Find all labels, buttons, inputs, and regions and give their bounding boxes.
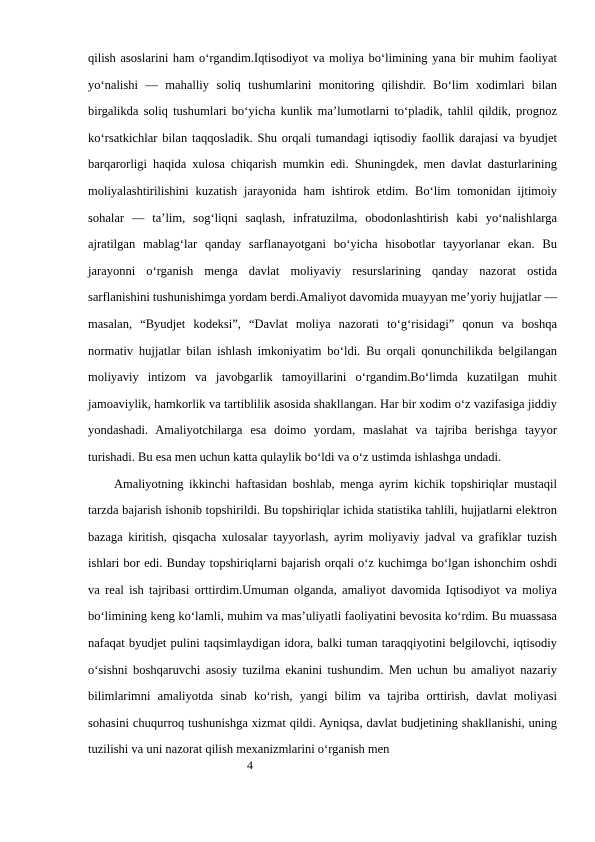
paragraph-1: qilish asoslarini ham o‘rgandim.Iqtisodiyot va moliya bo‘limining yana bir muhim faoliyat yo‘nalishi — mahalliy soliq tushumlarini monitoring qilishdir. Bo‘lim xodimlari bilan birgalikda soliq tushumlari bo‘yicha kunlik ma’lumotlarni to‘pladik, tahlil qildik, prognoz ko‘rsatkichlar bilan taqqosladik. Shu orqali tumandagi iqtisodiy faollik darajasi va byudjet barqarorligi haqida xulosa chiqarish mumkin edi. Shuningdek, men davlat dasturlarining moliyalashtirilishini kuzatish jarayonida ham ishtirok etdim. Bo‘lim tomonidan ijtimoiy sohalar — ta’lim, sog‘liqni saqlash, infratuzilma, obodonlashtirish kabi yo‘nalishlarga ajratilgan mablag‘lar qanday sarflanayotgani bo‘yicha hisobotlar tayyorlanar ekan. Bu jarayonni o‘rganish menga davlat moliyaviy resurslarining qanday nazorat ostida sarflanishini tushunishimga yordam berdi.Amaliyot davomida muayyan me’yoriy hujjatlar — masalan, “Byudjet kodeksi”, “Davlat moliya nazorati to‘g‘risidagi” qonun va boshqa normativ hujjatlar bilan ishlash imkoniyatim bo‘ldi. Bu orqali qonunchilikda belgilangan moliyaviy intizom va javobgarlik tamoyillarini o‘rgandim.Bo‘limda kuzatilgan muhit jamoaviylik, hamkorlik va tartiblilik asosida shakllangan. Har bir xodim o‘z vazifasiga jiddiy yondashadi. Amaliyotchilarga esa doimo yordam, maslahat va tajriba berishga tayyor turishadi. Bu esa men uchun katta qulaylik bo‘ldi va o‘z ustimda ishlashga undadi. <box>88 51 558 464</box>
body-text <box>88 45 557 763</box>
paragraph-2: Amaliyotning ikkinchi haftasidan boshlab, menga ayrim kichik topshiriqlar mustaqil tarzda bajarish ishonib topshirildi. Bu topshiriqlar ichida statistika tahlili, hujjatlarni elektron bazaga kiritish, qisqacha xulosalar tayyorlash, ayrim moliyaviy jadval va grafiklar tuzish ishlari bor edi. Bunday topshiriqlarni bajarish orqali o‘z kuchimga bo‘lgan ishonchim oshdi va real ish tajribasi orttirdim.Umuman olganda, amaliyot davomida Iqtisodiyot va moliya bo‘limining keng ko‘lamli, muhim va mas’uliyatli faoliyatini bevosita ko‘rdim. Bu muassasa nafaqat byudjet pulini taqsimlaydigan idora, balki tuman taraqqiyotini belgilovchi, iqtisodiy o‘sishni boshqaruvchi asosiy tuzilma ekanini tushundim. Men uchun bu amaliyot nazariy bilimlarimni amaliyotda sinab ko‘rish, yangi bilim va tajriba orttirish, davlat moliyasi sohasini chuqurroq tushunishga xizmat qildi. Ayniqsa, davlat budjetining shakllanishi, uning tuzilishi va uni nazorat qilish mexanizmlarini o‘rganish men <box>88 476 557 757</box>
page-number: 4 <box>247 758 253 772</box>
